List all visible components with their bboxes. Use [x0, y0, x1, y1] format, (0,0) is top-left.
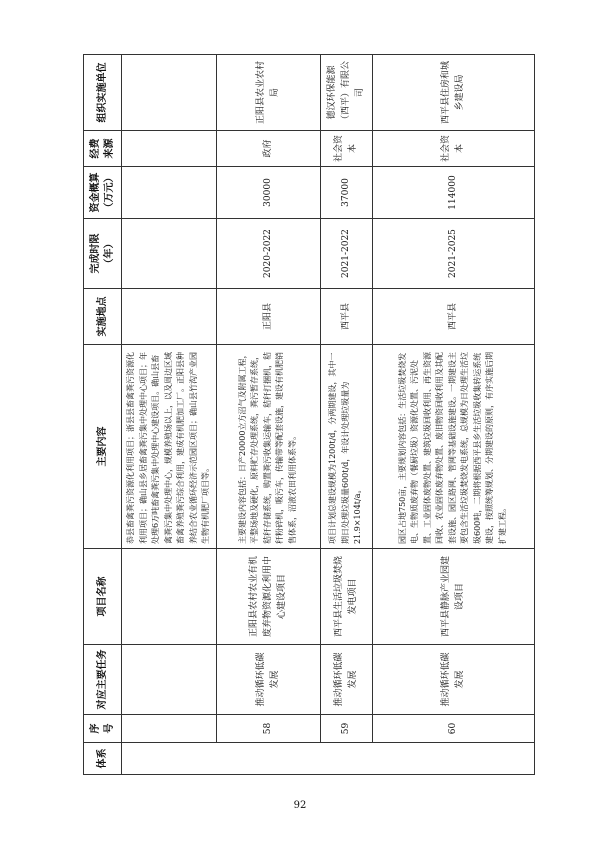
cell-content: 项目计划总建设规模为1200t/d，分两期建设，其中一期日处理垃圾量600t/d，年设计处理垃圾量为21.9×104t/a。	[320, 345, 372, 549]
header-unit: 组织实施单位	[84, 55, 122, 131]
cell-content: 主要建设内容包括：日产20000立方沼气及附属工程，平整场地及硬化，原料贮存处理系统，粪污暂存系统，秸秆存储系统，购置粪污收集运输车，秸秆打捆机，秸秆粉碎机，吸污车，传输带等配套设施，建设有机肥销售体系，沼液农田利用体系等。	[216, 345, 320, 549]
header-budget: 资金概算（万元）	[84, 167, 122, 219]
cell-budget: 30000	[216, 167, 320, 219]
cell-budget: 37000	[320, 167, 372, 219]
cell-location: 西平县	[372, 289, 534, 345]
project-table	[83, 54, 535, 775]
cell-budget	[122, 167, 217, 219]
cell-budget: 114000	[372, 167, 534, 219]
table-row-60	[372, 55, 534, 775]
cell-seq: 59	[320, 715, 372, 743]
cell-project: 正阳县农村农业有机废弃物资源化利用中心建设项目	[216, 549, 320, 645]
header-period: 完成时限（年）	[84, 219, 122, 289]
header-project: 项目名称	[84, 549, 122, 645]
page-number: 92	[293, 800, 307, 811]
cell-content: 恭县畜禽粪污资源化利用项目；浙县县畜禽粪污资源化利用项目；确山县乡居畜禽粪污集中处理中心项目；年处理6万吨畜禽粪污集中处理中心建设项目。确山县畜禽粪污集中处理中心，规模养殖场以上，以及周边区域畜禽养殖粪污综合利用，建成有机肥加工厂。正阳县种养结合农业循环经济示范园区项目；确山县竹沟产业园生物有机肥厂项目等。	[122, 345, 217, 549]
header-seq: 序号	[84, 715, 122, 743]
cell-period: 2020-2022	[216, 219, 320, 289]
cell-seq: 60	[372, 715, 534, 743]
header-content: 主要内容	[84, 345, 122, 549]
cell-source: 社会资本	[372, 131, 534, 167]
header-row	[84, 55, 122, 775]
header-location: 实施地点	[84, 289, 122, 345]
table-row-continuation	[122, 55, 217, 775]
cell-unit: 西平县住房和城乡建设局	[372, 55, 534, 131]
cell-location: 西平县	[320, 289, 372, 345]
cell-period: 2021-2022	[320, 219, 372, 289]
cell-location: 正阳县	[216, 289, 320, 345]
cell-source	[122, 131, 217, 167]
cell-source: 社会资本	[320, 131, 372, 167]
cell-project: 西平县生活垃圾焚烧发电项目	[320, 549, 372, 645]
cell-location	[122, 289, 217, 345]
header-source: 经费来源	[84, 131, 122, 167]
cell-project: 西平县静脉产业园建设项目	[372, 549, 534, 645]
cell-unit: 德汉环保能源（西平）有限公司	[320, 55, 372, 131]
cell-task: 推动循环低碳发展	[372, 645, 534, 715]
header-task: 对应主要任务	[84, 645, 122, 715]
cell-task: 推动循环低碳发展	[216, 645, 320, 715]
header-system: 体系	[84, 743, 122, 775]
table-row-59	[320, 55, 372, 775]
cell-period: 2021-2025	[372, 219, 534, 289]
cell-unit: 正阳县农业农村局	[216, 55, 320, 131]
cell-project	[122, 549, 217, 645]
cell-task: 推动循环低碳发展	[320, 645, 372, 715]
cell-system	[122, 743, 535, 775]
cell-seq: 58	[216, 715, 320, 743]
cell-task	[122, 645, 217, 715]
cell-seq	[122, 715, 217, 743]
rotated-table-sheet	[83, 55, 523, 775]
cell-source: 政府	[216, 131, 320, 167]
cell-period	[122, 219, 217, 289]
table-row-58	[216, 55, 320, 775]
cell-content: 园区占地750亩，主要规划内容包括：生活垃圾焚烧发电、生物质废弃物（餐厨垃圾）资源化处置、污泥处置、工业固体废物处置、建筑垃圾回收利用、再生资源回收、农业固体废弃物处置、废旧物资回收利用及其配套设施、园区路网、管网等基础设施建设。一期建设主要包含生活垃圾焚烧发电系统，总规模为日处理生活垃圾600吨，二期将根据西平县乡生活垃圾收集转运系统建设，按照统筹规划、分期建设的原则，有序实施后期扩建工程。	[372, 345, 534, 549]
cell-unit	[122, 55, 217, 131]
